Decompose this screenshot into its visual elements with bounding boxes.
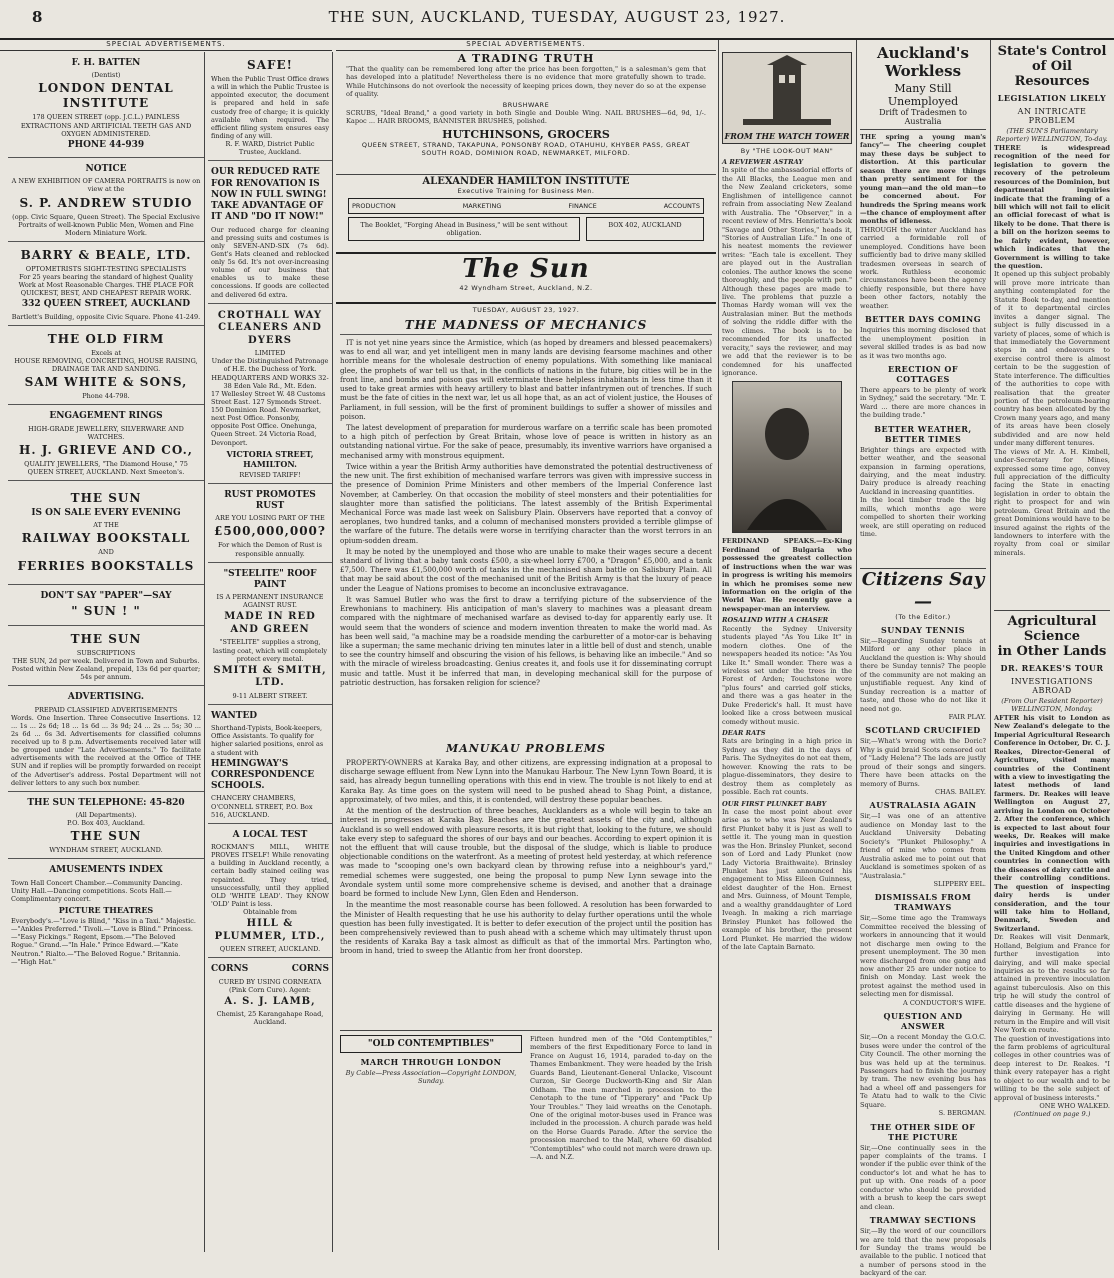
ad-ahi-b2: MARKETING [462,202,502,210]
ad-corns-co: A. S. J. LAMB, [224,995,316,1007]
oil-text3: The views of Mr. A. H. Kimbell, under-Secretary for Mines, expressed some time ago, convey full appreciation of the difficulty facing the State in enacting legislation in order to obtain the right to prospect for and win petroleum. Great Britain and the great Dominions would have to be insured against the rights of the landowners to interfere with the royalty from coal or similar minerals. [994,447,1110,557]
watch-sub3: DEAR RATS [722,729,766,737]
watch-t3: Rats are bringing in a high price in Sydney as they did in the days of Paris. The Sydneyites do not eat them, however. Knowing the rats to be plague-disseminators, they desire to destroy them as completely as possible. Each rat counts. [722,737,852,797]
ad-subs-text: THE SUN, 2d per week. Delivered in Town and Suburbs. Posted within New Zealand, prepaid, 13s 6d per quarter; 54s per annum. [11,656,201,682]
ad-trading-brush: BRUSHWARE [502,100,550,109]
workless-p1: THE spring a young man's fancy"— The cheering couplet may these days be subject to distortion. At this particular season there are more things than pretty sentiment for the young man—and the old man—to be concerned about. For hundreds the Spring means work—the chance of employment after months of idleness. [860,133,986,226]
article-workless [860,44,986,564]
ad-localtest-addr: QUEEN STREET, AUCKLAND. [219,945,321,954]
workless-p5: Brighter things are expected with better weather, and the seasonal expansion in farming operations, dairying, and the meat industry. Dairy produce is already reaching Auckland in increasing quantities. [860,445,986,496]
ad-sun-on-sale [8,481,204,585]
citizens-h1: SUNDAY TENNIS [880,625,965,635]
citizens-title: Citizens Say— [861,569,985,612]
ad-steelite-co: SMITH & SMITH, LTD. [213,664,327,689]
citizens-h7: TRAMWAY SECTIONS [869,1215,977,1226]
ad-notice [8,158,204,242]
ad-rust-title: RUST PROMOTES RUST [224,489,316,511]
editorial-madness-body [340,338,712,687]
ad-rings-title: ENGAGEMENT RINGS [49,411,163,422]
old-cont-sub: MARCH THROUGH LONDON [360,1057,502,1067]
ad-amuse-list: Everybody's.—"Love is Blind," "Kiss in a Taxi." Majestic.—"Ankles Preferred." Tivoli.—"Love is Blind." Princess.—"Easy Pickings." Regent, Epsom.—"The Beloved Rogue." Grand.—"In Hale." Prince Edward.—"Kate Neutron." Rialto.—"The Beloved Rogue." Britannia.—"High Hat." [11,917,196,966]
workless-sub2: ERECTION OF COTTAGES [887,363,959,384]
ad-advertising-rates [8,686,204,792]
ad-advertising-text: Words. One Insertion. Three Consecutive Insertions. 12 ... 1s ... 2s 6d; 18 ... 1s 6d ... 3s 9d; 24 ... 2s ... 5s; 30 ... 2s 6d ... 6s 3d. Advertisements for classified columns received up to 8 p.m. Advertisements received later will be grouped under "Late Advertisements." To facilitate advertisements with the received at the Office of THE SUN and if replies will be promptly forwarded on receipt of the Advertiser's address. Postal Department will not deliver letters to any such box number. [11,713,201,787]
ad-wanted-title: WANTED [211,710,258,721]
ad-ahi-b4: ACCOUNTS [663,202,700,210]
ad-steelite [208,563,332,705]
workless-p2: THROUGH the winter Auckland has carried a formidable roll of unemployed. Conditions have been sufficiently bad to drive many skilled tradesmen overseas in search of work. Ruthless economic circumstances have been the agency chiefly responsible, but there have been other factors, notably the weather. [860,225,986,310]
divider-right [856,40,857,1250]
ad-rust [208,484,332,563]
ad-trading-text: "That the quality can be remembered long after the price has been forgotten," is a salesman's gem that has developed into a platitude! Nevertheless there is no evidence that more gratefully shown to trade. While Hutchinsons do not overlook the necessity of keeping prices down, they never do so at the expense of quality. [346,65,706,99]
ad-rings-name: H. J. GRIEVE AND CO., [19,442,193,457]
ad-subs-title: THE SUN [70,631,142,646]
ad-local-test [208,824,332,959]
section-label-left: SPECIAL ADVERTISEMENTS. [0,40,332,51]
ad-safe-text: When the Public Trust Office draws a will in which the Public Trustee is appointed executor, the document is prepared and held in safe custody free of charge; it is quickly available when required. The efficient filing system ensures easy finding of any will. [211,75,329,140]
citizens-t4: Sir,—Some time ago the Tramways Committee received the blessing of workers in announcing that it would not discharge men owing to the present unemployment. The 30 men were discharged from one gang and now another 25 are under notice to finish on Monday. Last week the protest against the method used in selecting men for dismissal. [860,914,986,999]
editorial-madness-p2: The latest development of preparation for murderous warfare on a terrific scale has been promoted to a high pitch of perfection by Great Britain, whose love of peace is written in history as an outstanding national virtue. For the sake of peace, presumably, its inventive warriors have organised a mechanised army with monstrous equipment. [340,422,712,460]
editorial-manukau-p2: At the mention of the destruction of three beaches, Aucklanders as a whole will begin to take an interest in progresses at Karaka Bay. Beaches are the greatest assets of the city and, although Auckland is so well endowed with pleasure resorts, it is but right that, looking to the future, we should take every step to safeguard the shores of our bays and our beaches. According to expert opinion it is not the effluent that will cause trouble, but the disposal of the sludge, which is liable to produce objectionable conditions on the waterfront. As a meeting of protest held yesterday, at which reference was made to "scooping one's own backyard clean by throwing refuse into a neighbour's yard," remedial schemes were suggested, one being the proposal to pump New Lynn sewage into the Avondale system until some more comprehensive scheme is devised, and another that a drainage board be formed to include New Lynn, Glen Eden and Henderson. [340,806,712,899]
ad-steelite-more: "STEELITE" supplies a strong, lasting coat, which will completely protect every metal. [212,638,328,663]
page-header [0,0,1114,40]
ad-crothall-victoria: VICTORIA STREET, HAMILTON. [226,448,314,469]
ad-crothall-branches: 17 Wellesley Street W. 48 Customs Street East. 127 Symonds Street. 150 Dominion Road. Newmarket, next Post Office. Ponsonby, opposite Post Office. Onehunga, Queen Street. 24 Victoria Road, Devonport. [211,389,326,447]
ad-tel-l1: THE SUN TELEPHONE: 45-820 [27,797,185,808]
masthead: THE SUN, AUCKLAND, TUESDAY, AUGUST 23, 1927. [328,8,786,26]
ad-localtest-text: ROCKMAN'S MILL, WHITE PROVES ITSELF! While renovating a building in Auckland recently, a certain badly stained ceiling was repainted. They tried, unsuccessfully, until they applied OLD 'WHITE LEAD'. They KNOW 'OLD' Paint is less. [211,843,329,908]
ad-say-sun [8,585,204,626]
ad-ahi [340,176,712,250]
ad-notice-title: NOTICE [85,164,127,174]
photo-caption: FERDINAND SPEAKS.—Ex-King Ferdinand of Bulgaria who possessed the greatest collection of instructions when the war was in progress is writing his memoirs in which he promises some new information on the origin of the World War. He recently gave a newspaper-man an interview. [722,537,852,613]
agri-sign: ONE WHO WALKED. [1039,1102,1110,1110]
ad-corns-sub: CURED BY USING CORNEATA [218,977,322,986]
editorial-manukau-p3: In the meantime the most reasonable course has been followed. A resolution has been forwarded to the Minister of Health requesting that he use his authority to delay further operations until the whole question has been fully investigated. It is better to defer execution of the project until the position has been comprehensively reviewed than to push ahead with a scheme which may ultimately thrust upon the residents of Karaka Bay a task almost as difficult as that of the immortal Mrs. Partington who, broom in hand, tried to sweep the Atlantic from her front doorstep. [340,900,712,956]
article-old-contemptibles [340,1030,712,1251]
ad-localtest-co: HILL & PLUMMER, LTD., [214,918,326,942]
ad-wanted [208,705,332,824]
ad-rust-q: ARE YOU LOSING PART OF THE [215,514,325,523]
ad-batten-address: 178 QUEEN STREET (opp. J.C.L.) PAINLESS EXTRACTIONS AND ARTIFICIAL TEETH GAS AND OXYGEN ADMINISTERED. [20,113,192,138]
ad-notice-studio: S. P. ANDREW STUDIO [19,195,193,210]
ad-amusements [8,859,204,969]
ad-oldfirm-phone: Phone 44-798. [82,392,130,401]
ad-reduced-title: OUR REDUCED RATE FOR RENOVATION IS NOW IN FULL SWING! TAKE ADVANTAGE OF IT AND "DO IT NOW!" [211,167,327,223]
citizens-s3: SLIPPERY EEL. [933,879,986,888]
ad-ahi-booklet: The Booklet, "Forging Ahead in Business," will be sent without obligation. [348,217,580,241]
workless-sub3: BETTER WEATHER, BETTER TIMES [874,423,972,444]
ad-localtest-title: A LOCAL TEST [232,829,308,840]
watch-tower-icon [723,53,851,141]
oil-sub2: AN INTRICATE PROBLEM [1017,107,1087,125]
ad-ahi-subjects [348,198,704,214]
ad-amuse-text: Town Hall Concert Chamber.—Community Dancing. Unity Hall.—Dancing competitions. Scots Hall.—Complimentary concert. [11,878,183,903]
ad-sunsale-l5: AND [98,548,114,557]
ad-ahi-b1: PRODUCTION [352,202,396,210]
ad-corns-title2: CORNS [291,964,329,975]
workless-title3: Drift of Tradesmen to Australia [860,108,986,130]
ad-trading-brush-text: SCRUBS, "Ideal Brand," a good variety in both Single and Double Wing. NAIL BRUSHES—6d, 9d, 1/-. Kapoc ... HAIR BROOMS, BANNISTER BRUSHES, polished. [346,108,706,126]
ad-crothall-revised: REVISED TARIFF! [239,470,301,479]
ads-column-1 [8,52,205,1252]
workless-p3: Inquiries this morning disclosed that the unemployment position in several skilled trades is as bad now as it was two months ago. [860,326,986,360]
citizens-t2: Sir,—What's wrong with the Doric? Why is guid braid Scots censored out of "Lady Helena"? The lads are justly proud of their songs and singers. There have been attacks on the memory of Burns. [860,737,986,788]
old-cont-title: "OLD CONTEMPTIBLES" [340,1035,522,1053]
ad-wanted-co: HEMINGWAY'S CORRESPONDENCE SCHOOLS. [211,758,315,792]
ad-ahi-box: BOX 402, AUCKLAND [586,217,704,241]
editorial-manukau [340,742,712,1022]
ad-ahi-sub: Executive Training for Business Men. [457,187,595,195]
ad-safe [208,52,332,161]
agri-continued: (Continued on page 9.) [1013,1110,1091,1119]
ads-column-2 [208,52,333,1252]
watch-byline: By "THE LOOK-OUT MAN" [740,147,834,155]
ad-batten-name: F. H. BATTEN [71,58,141,68]
citizens-say [860,568,986,1278]
ad-crothall-sub: LIMITED [254,349,286,358]
ad-sunsale-l4: RAILWAY BOOKSTALL [21,531,191,546]
ad-sun-telephone [8,792,204,860]
ad-oldfirm-text: HOUSE REMOVING, CONCRETING, HOUSE RAISING, DRAINAGE TAR AND SANDING. [14,356,198,373]
ad-batten [8,52,204,158]
editorial-manukau-title: MANUKAU PROBLEMS [446,742,606,755]
editorial-madness-p1: IT is not yet nine years since the Armistice, which (as hoped by dreamers and blessed peacemakers) was to end all war, and yet intelligent men in many lands are devising fearsome machines and other horrible means for the wholesale destruction of enemy populations. With something like maniacal glee, the prophets of war tell us that, in the conflicts of nations in the future, big cities will be in the front line, and bombs and poison gas will exterminate these helpless inhabitants in less time than it used to take great armies with heavy artillery to blast and batter infantrymen out of trenches. If such must be the fate of cities in the next war, let us all hope that, as an act of violent justice, the Houses of Parliament, in full session, will be the first of prominent buildings to suffer a shower of missiles and poison. [340,338,712,421]
ad-wanted-text: Shorthand-Typists, Book-keepers, Office Assistants. To qualify for higher salaried positions, enrol as a student with [211,724,324,757]
ad-steelite-addr: 9-11 ALBERT STREET. [232,691,308,700]
ad-barry-beale [8,242,204,326]
article-agri [994,610,1110,1253]
agri-text: AFTER his visit to London as New Zealand's delegate to the Imperial Agricultural Research Conference in October, Dr. C. J. Reakes, Director-General of Agriculture, visited many countries of the Continent with a view to investigating the latest methods of land farmers. Dr. Reakes will leave Wellington on August 27, arriving in London on October 2. After the conference, which is expected to last about four weeks, Dr. Reakes will make inquiries and investigations in the United Kingdom and other countries in connection with the diseases of dairy cattle and their controlling conditions. The question of inspecting dairy herds is under consideration, and the tour will take him to Holland, Denmark, Sweden and Switzerland. [994,713,1110,933]
citizens-t3: Sir,—I was one of an attentive audience on Monday last to the Auckland University Debating Society's "Plunket Philosophy." A friend of mine who comes from Australia asked me to point out that Auckland is sometimes spoken of as "Australasia." [860,812,986,880]
old-cont-text: Fifteen hundred men of the "Old Contemptibles," members of the first Expeditionary Force to land in France on August 16, 1914, paraded to-day on the Thames Embankment. They were headed by the Irish Guards Band, Lieutenant-General Unlacke, Viscount Curzon, Sir George Duckworth-King and Sir Alan Oldham. The men marched in procession to the Cenotaph to the tune of "Tipperary" and "Pack Up Your Troubles." They laid wreaths on the Cenotaph. One of the original motor-buses used in France was included in the procession. A church parade was held on the Horse Guards Parade. After the service the procession marched to the Mall, where 60 disabled "Contemptibles" who could not march were drawn up.—A. and N.Z. [530,1035,712,1162]
oil-title: State's Control of Oil Resources [997,44,1107,89]
ad-trading-addr: QUEEN STREET, STRAND, TAKAPUNA, PONSONBY ROAD, OTAHUHU, KHYBER PASS, GREAT SOUTH ROAD, DOMINION ROAD, NEWMARKET, MILFORD. [361,140,691,157]
page-number: 8 [32,8,43,26]
citizens-t5: Sir,—On a recent Monday the G.O.C. buses were under the control of the City Council. The other morning the bus was held up at the terminus. Passengers had to finish the journey by tram. The new evening bus has had a wheel off and passengers for Te Atatu had to walk to the Civic Square. [860,1033,986,1109]
ad-oldfirm-co: SAM WHITE & SONS, [24,375,188,390]
ad-corns-addr: Chemist, 25 Karangahape Road, Auckland. [216,1010,324,1027]
ad-corns-title: CORNS [211,964,249,975]
editorial-manukau-p1: PROPERTY-OWNERS at Karaka Bay, and other citizens, are expressing indignation at a proposal to discharge sewage effluent from New Lynn into the Manukau Harbour. The New Lynn Town Board, it is said, has already begun tunnelling operations with this end in view. The trouble is not likely to end at Karaka Bay. As time goes on the system will need to be pushed ahead to Shag Point, a distance, approximately, of two miles, and this, it is contended, will destroy these popular beaches. [340,758,712,804]
ad-say-sun-l2: " SUN ! " [71,603,141,618]
citizens-t6: Sir,—One continually sees in the paper complaints of the trams. I wonder if the public ever think of the conductor's lot and what he has to put up with. One reads of a poor conductor who should be provided with a brush to keep the cars swept and clean. [860,1143,986,1211]
ad-sunsale-l2: IS ON SALE EVERY EVENING [31,508,181,518]
divider-far-right [990,40,991,1250]
ad-oldfirm-name: THE OLD FIRM [47,331,165,346]
ad-tel-l2: (All Departments). [75,811,137,819]
ad-say-sun-l1: DON'T SAY "PAPER"—SAY [40,590,172,601]
oil-text2: It opened up this subject probably will prove more intricate than anything contemplated for the Statute Book to-day, and mention of it to departmental circles invites a danger signal. The subject is fully discussed in a variety of places, some of which is that immediately the Government steps in and endeavours to exercise control there is almost certain to be the suggestion of State interference. The difficulties of the authorities to cope with realisation that the greater portion of the petroleum-bearing country has been allocated by the Crown many years ago, and many of its areas have been closely subdivided and are now held under many different tenures. [994,270,1110,448]
ad-batten-sub: (Dentist) [91,71,121,80]
ad-oldfirm-sub: Excels at [91,348,121,357]
ad-sunsale-l3: AT THE [93,521,119,530]
watch-tower-label: FROM THE WATCH TOWER [724,131,850,141]
ad-tel-l4: THE SUN [70,829,142,844]
citizens-h2: SCOTLAND CRUCIFIED [865,725,981,736]
citizens-s4: A CONDUCTOR'S WIFE. [902,998,986,1007]
column-watch-tower [722,52,852,1252]
ad-rust-amount: £500,000,000? [214,524,326,539]
ad-wanted-addr: CHANCERY CHAMBERS, O'CONNELL STREET, P.O. Box 516, AUCKLAND. [211,794,313,819]
ad-trading-truth [336,52,716,175]
ad-barry-phone: Bartlett's Building, opposite Civic Square. Phone 41-249. [11,312,201,321]
watch-sub1: A REVIEWER ASTRAY [722,158,804,166]
citizens-t7: Sir,—By the word of our councillors we are told that the new proposals for Sunday the trams would be available to the public. I noticed that a number of persons stood in the backyard of the car. [860,1227,986,1278]
portrait-icon [733,382,841,530]
ad-steelite-colours: MADE IN RED AND GREEN [224,611,316,635]
ad-notice-text: A NEW EXHIBITION OF CAMERA PORTRAITS is now on view at the [11,177,201,194]
photo-ferdinand [732,381,842,533]
agri-dateline: (From Our Resident Reporter) WELLINGTON, Monday. [1001,697,1103,714]
citizens-h5: QUESTION AND ANSWER [883,1011,963,1032]
watch-sub2: ROSALIND WITH A CHASER [722,616,829,625]
ad-crothall-title: CROTHALL WAY CLEANERS AND DYERS [217,309,323,346]
ad-batten-phone: PHONE 44-939 [67,139,145,150]
watch-t2: Recently the Sydney University students played "As You Like It" in modern clothes. One of the newspapers headed its notice: "As You Like It." Small wonder. There was a wireless set under the trees in the Forest of Arden; Touchstone wore "plus fours" and carried golf sticks, and there was a gas heater in the Duke Frederick's hall. It must have looked like a cross between musical comedy without music. [722,624,852,726]
ad-crothall [208,304,332,484]
oil-text: THERE is widespread recognition of the need for legislation to govern the recovery of the petroleum resources of the Dominion, but departmental inquiries indicate that the framing of a bill which will not fail to elicit an official forecast of what is likely to be done. That there is a bill on the horizon seems to be fairly evident, however, which indicates that the Government is willing to take the question. [994,143,1110,270]
citizens-h4: DISMISSALS FROM TRAMWAYS [874,892,972,913]
ad-sunsale-l6: FERRIES BOOKSTALLS [17,558,195,573]
ad-barry-sub: OPTOMETRISTS SIGHT-TESTING SPECIALISTS [25,264,187,273]
ad-subs-sub: SUBSCRIPTIONS [76,648,136,657]
watch-t4: In case the most point about ever arise as to who was New Zealand's first Plunket baby it is just as well to settle it. The young man in question was the Hon. Brinsley Plunket, second son of Lord and Lady Plunket (now Lady Victoria Braithwaite). Brinsley Plunket has just announced his engagement to Miss Eileen Guinness, eldest daughter of the Hon. Ernest and Mrs. Guinness, of Mount Temple, and a wealthy granddaughter of Lord Iveagh. In making a rich marriage Brinsley Plunket has followed the example of his brother, the present Lord Plunket. He married the widow of the late Captain Barnato. [722,807,852,951]
ad-steelite-text: IS A PERMANENT INSURANCE AGAINST RUST. [216,593,324,610]
citizens-sub: (To the Editor.) [895,613,951,621]
section-label-mid: SPECIAL ADVERTISEMENTS. [336,40,716,51]
ad-rust-text: For which the Demon of Rust is responsible annually. [218,541,322,558]
workless-title1: Auckland's Workless [877,44,969,80]
editorial-madness-title: THE MADNESS OF MECHANICS [340,318,712,335]
oil-sub1: LEGISLATION LIKELY [997,93,1107,103]
ad-old-firm [8,326,204,406]
ad-corns [208,958,332,1030]
agri-sub1: DR. REAKES'S TOUR [1000,663,1104,673]
editorial-madness-p3: Twice within a year the British Army authorities have demonstrated the potential destructiveness of the new unit. The first exhibition of mechanised warfare terrors was given with impressive success in the presence of Dominion Prime Ministers and other members of the Imperial Conference last November, at Camberley. On that occasion the mobility of steel monsters and their potentialities for slaughter more than satisfied the politicians. The latest assembly of the British Experimental Mechanical Force was made last week on Salisbury Plain. Observers have reported that a convoy of aeroplanes, two hundred tanks, and a column of mechanised monsters provided a terrible glimpse of the warfare of the future. The details were worse in terrifying character than the worst terrors in an opium-sodden dream. [340,461,712,545]
ad-trading-title: A TRADING TRUTH [457,52,595,65]
ad-tel-l3: P.O. Box 403, Auckland. [67,819,145,828]
ad-crothall-text: Under the Distinguished Patronage of H.E. the Duchess of York. HEADQUARTERS AND WORKS 32-38 Eden Vale Rd., Mt. Eden. [211,357,329,390]
ad-safe-title: SAFE! [247,58,293,72]
citizens-h6: THE OTHER SIDE OF THE PICTURE [870,1121,976,1142]
editorial-madness-p5: It was Samuel Butler who was the first to draw a terrifying picture of the subservience of the Erewhonians to machinery. His anticipation of man's slavery to machines was a pleasant dream compared with the nightmare of mechanised warfare as devised to-day for apparently early use. It would seem that the wonders of science and modern invention threaten to make the world mad. As has been well said, "a machine may be a roadside mending the carburetter of a motor-car is behaving like a superman; the same mechanic driving ten minutes later in a little bell of dust and stench, unable to see the country himself and obscuring the vision of his fellows, is behaving like an imbecile." And so with the miracle of wireless broadcasting. Genius creates it, and fools use it for disseminating corrupt music and tattle. Must it be inferred that man, in developing mechanical skill for the purpose of patriotic destruction, has forsaken religion for science? [340,594,712,687]
agri-title2: in Other Lands [997,644,1107,659]
agri-text2: Dr. Reakes will visit Denmark, Holland, Belgium and France for further investigation into dairying, and will make special inquiries as to the results so far attained in preventive inoculation against tuberculosis. Also on this trip he will study the control of cattle diseases and the hygiene of dairying in Germany. He will return in the Empire and will visit New York en route. [994,933,1110,1035]
ad-reduced-text: Our reduced charge for cleaning and pressing suits and costumes is only SEVEN-AND-SIX (7s 6d). Gent's Hats cleaned and reblocked only 5s 6d. It's not over-increasing volume of our business that enables us to make these concessions. If goods are collected and delivered 6d extra. [211,225,329,299]
workless-title2: Many Still Unemployed [887,82,959,108]
ad-amuse-sub: PICTURE THEATRES [58,905,154,915]
ad-corns-text: (Pink Corn Cure). Agent: [229,985,311,994]
oil-dateline: (THE SUN'S Parliamentary Reporter) WELLINGTON, To-day. [996,127,1108,144]
agri-sub2: INVESTIGATIONS ABROAD [1010,677,1094,695]
editorial-madness [340,318,712,738]
editorial-manukau-body [340,758,712,956]
citizens-t1: Sir,—Regarding Sunday tennis at Milford or any other place in Auckland the question is: Why should there be Sunday tennis? The people of the community are not making an unjustifiable request. Any kind of Sunday recreation is a matter of taste, and those who do not like it need not go. [860,637,986,713]
sun-flag-title: The Sun [462,254,590,284]
ad-sunsale-l1: THE SUN [70,491,142,505]
divider-mid [718,40,719,1250]
sun-flag [336,252,716,304]
article-oil [994,44,1110,604]
ad-barry-name: BARRY & BEALE, LTD. [20,247,192,262]
citizens-h3: AUSTRALASIA AGAIN [869,800,977,811]
watch-sub4: OUR FIRST PLUNKET BABY [722,799,827,808]
editorial-madness-p4: It may be noted by the unemployed and those who are unable to make their wages secure a decent standard of living that a baby tank costs £500, a six-wheel lorry £700, a "Dragon" £5,000, and a tank £7,500. There was £1,500,000 worth of tanks in the mechanised sham battle on Salisbury Plain. All that may be said about the cost of the mechanised unit of the British Army is that the luxury of peace under the League of Nations promises to become an inconclusive extravagance. [340,546,712,593]
ad-barry-addr: 332 QUEEN STREET, AUCKLAND [21,299,191,310]
ad-amuse-title: AMUSEMENTS INDEX [49,865,163,876]
old-cont-dateline: By Cable—Press Association—Copyright LONDON, Sunday. [345,1069,517,1086]
ad-reduced-rate [208,161,332,303]
watch-tower-logo [722,52,852,144]
agri-text3: The question of investigations into the farm problems of agricultural colleges in other countries was of deep interest to Dr. Reakes. "I think every ratepayer has a right to object to our wealth and to be willing to be the sole subject of approval of business interests." [994,1034,1110,1102]
watch-t1: In spite of the ambassadorial efforts of the All Blacks, the League men and the New Zealand cricketers, some Englishmen of intelligence cannot refrain from associating New Zealand with Australia. The "Observer," in a recent review of Mrs. Henrietta's book "Savage and Other Stories," heads it, "Stories of Australian Life." In one of his neatest moments the reviewer writes: "Each tale is excellent. They are played out in the Australian colonies. The author knows the scene thoroughly, and the people with pen." Although these pages are made to live. The problems that puzzle a Thomas Hardy woman will vex the Australasian miner. But the methods of solving the riddle differ with the two climes. The book is to be recommended for its unaffected veracity," says the reviewer, and may we add that the reviewer is to be condemned for his unaffected ignorance. [722,166,852,377]
ad-localtest-source: Obtainable from [243,908,297,916]
workless-p6: In the local timber trade the big mills, which months ago were compelled to shorten their working week, are still operating on reduced time. [860,496,986,539]
citizens-s2: CHAS. BAILEY. [934,788,986,796]
citizens-s5: S. BERGMAN. [938,1109,986,1118]
sun-flag-addr: 42 Wyndham Street, Auckland, N.Z. [459,284,593,292]
agri-title1: Agricultural Science [1007,614,1097,644]
ad-trading-co: HUTCHINSONS, GROCERS [442,127,610,141]
ad-notice-addr: (opp. Civic Square, Queen Street). The Special Exclusive Portraits of well-known Public Men, Women and Fine Modern Miniature Work. [12,212,200,237]
ad-rings-text: QUALITY JEWELLERS, "The Diamond House," 75 QUEEN STREET, AUCKLAND. Next Smeeton's. [24,459,188,476]
workless-sub1: BETTER DAYS COMING [864,314,982,325]
ad-engagement-rings [8,405,204,481]
ad-subscriptions [8,626,204,687]
ad-barry-text: For 25 years bearing the standard of highest Quality Work at Most Reasonable Charges. THE PLACE FOR QUICKEST, BEST, AND CHEAPEST REPAIR WORK. [18,273,194,298]
ad-safe-sign: R. F. WARD, District Public Trustee, Auckland. [225,140,315,157]
workless-p4: There appears to be plenty of work in Sydney," said the secretary. "Mr. T. Ward ... there are more chances in the building trade." [860,385,986,420]
ad-advertising-title: ADVERTISING. [67,692,145,703]
sun-flag-date: TUESDAY, AUGUST 23, 1927. [472,306,580,314]
ad-batten-title: LONDON DENTAL INSTITUTE [38,81,174,111]
ad-ahi-title: ALEXANDER HAMILTON INSTITUTE [422,176,630,187]
ad-ahi-b3: FINANCE [568,202,597,210]
ad-steelite-title: "STEELITE" ROOF PAINT [223,568,317,590]
ad-advertising-sub: PREPAID CLASSIFIED ADVERTISEMENTS [34,705,178,714]
ad-rings-sub: HIGH-GRADE JEWELLERY, SILVERWARE AND WATCHES. [28,424,184,441]
ad-tel-l5: WYNDHAM STREET, AUCKLAND. [49,846,163,855]
citizens-s1: FAIR PLAY. [948,712,986,721]
